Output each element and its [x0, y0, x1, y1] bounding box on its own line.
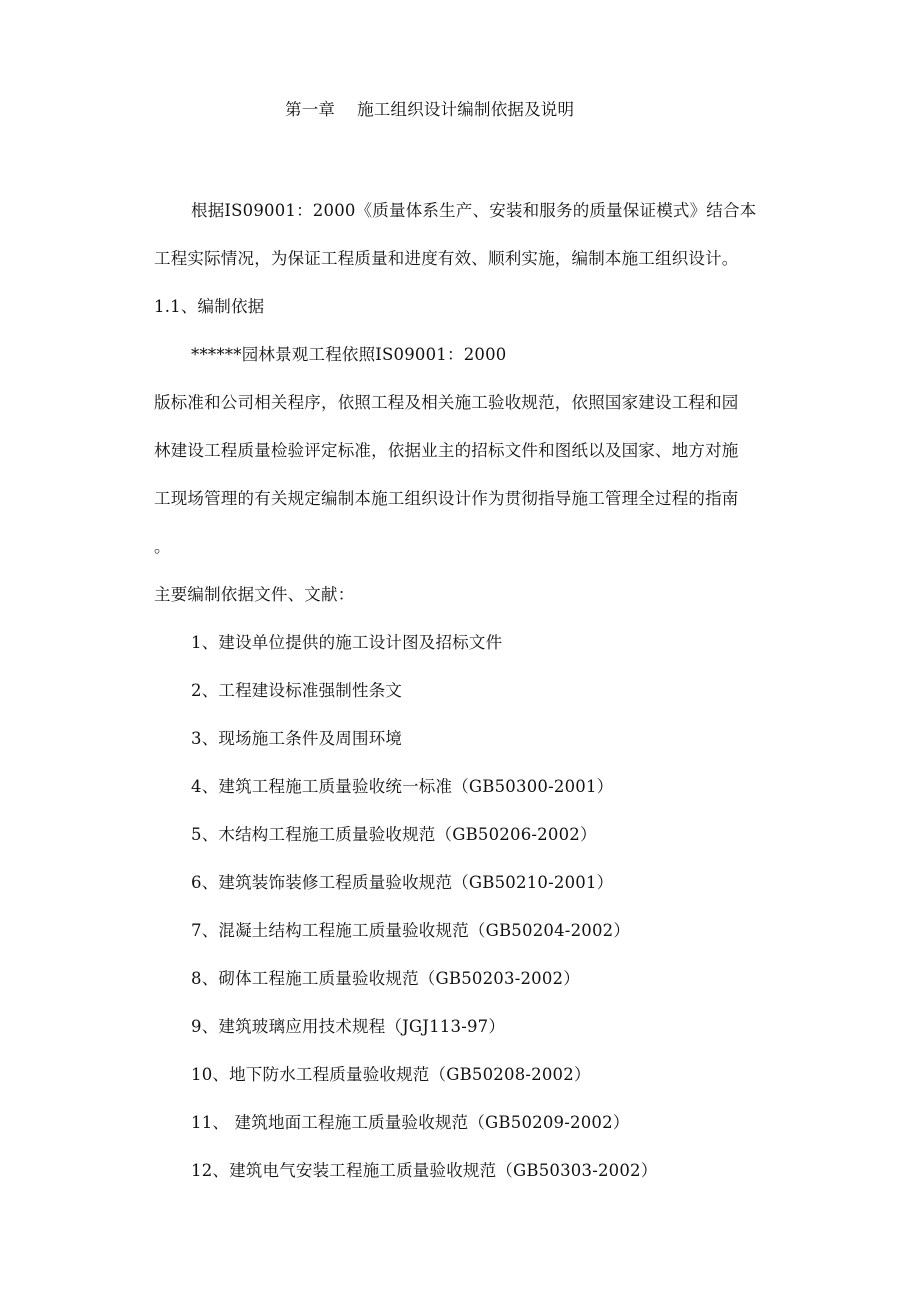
- basis-line: 。: [154, 537, 171, 556]
- reference-item: 8、砌体工程施工质量验收规范（GB50203-2002）: [191, 969, 580, 988]
- basis-line: 版标准和公司相关程序，依照工程及相关施工验收规范，依照国家建设工程和园: [154, 393, 739, 412]
- reference-item: 5、木结构工程施工质量验收规范（GB50206-2002）: [191, 825, 597, 844]
- chapter-number: 第一章: [285, 100, 336, 119]
- reference-item: 1、建设单位提供的施工设计图及招标文件: [191, 633, 503, 652]
- reference-item: 12、建筑电气安装工程施工质量验收规范（GB50303-2002）: [191, 1161, 658, 1180]
- reference-item: 3、现场施工条件及周围环境: [191, 729, 403, 748]
- chapter-title: 施工组织设计编制依据及说明: [357, 100, 575, 119]
- basis-line: 林建设工程质量检验评定标准，依据业主的招标文件和图纸以及国家、地方对施: [154, 441, 739, 460]
- basis-line: 工现场管理的有关规定编制本施工组织设计作为贯彻指导施工管理全过程的指南: [154, 489, 739, 508]
- reference-item: 9、建筑玻璃应用技术规程（JGJ113-97）: [191, 1017, 506, 1036]
- reference-item: 10、地下防水工程质量验收规范（GB50208-2002）: [191, 1065, 591, 1084]
- reference-item: 11、 建筑地面工程施工质量验收规范（GB50209-2002）: [191, 1113, 630, 1132]
- reference-item: 7、混凝土结构工程施工质量验收规范（GB50204-2002）: [191, 921, 631, 940]
- chapter-heading: [285, 99, 574, 121]
- reference-item: 6、建筑装饰装修工程质量验收规范（GB50210-2001）: [191, 873, 614, 892]
- reference-item: 2、工程建设标准强制性条文: [191, 681, 403, 700]
- reference-item: 4、建筑工程施工质量验收统一标准（GB50300-2001）: [191, 777, 614, 796]
- section-heading: 1.1、编制依据: [154, 297, 265, 316]
- references-heading: 主要编制依据文件、文献：: [154, 585, 355, 604]
- intro-line: 根据IS09001：2000《质量体系生产、安装和服务的质量保证模式》结合本: [191, 201, 757, 220]
- intro-line: 工程实际情况，为保证工程质量和进度有效、顺利实施，编制本施工组织设计。: [154, 249, 739, 268]
- basis-line: ******园林景观工程依照IS09001：2000: [191, 345, 507, 364]
